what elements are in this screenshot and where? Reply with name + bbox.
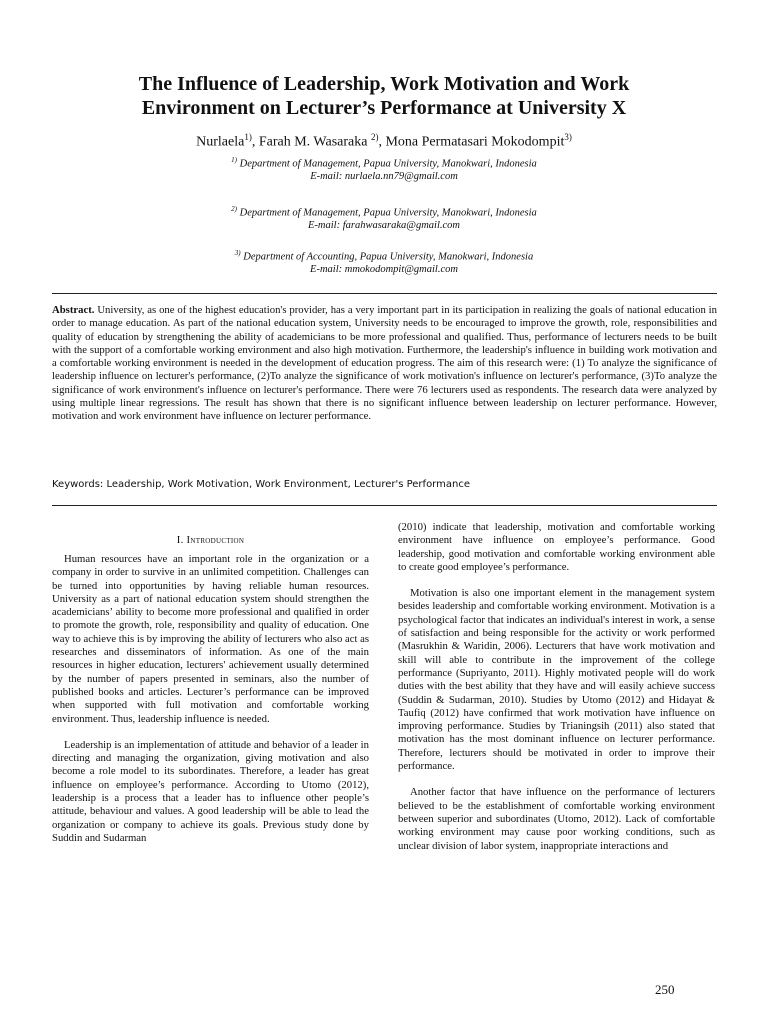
left-column bbox=[52, 534, 369, 845]
section-heading-introduction: I. Introduction bbox=[176, 534, 245, 546]
title-line-2: Environment on Lecturer’s Performance at University X bbox=[141, 97, 627, 119]
abstract-text: University, as one of the highest education's provider, has a very important part in its participation in realizing the goals of national education in order to manage education. As part of the national education system, University needs to be encouraged to improve the growth, role, responsibilities and quality of education by strengthening the ability of academicians to be more professional and qualified. Thus, performance of lecturers needs to be built with the support of a comfortable working environment and also high motivation. Furthermore, the leadership's influence in building work motivation and a comfortable working environment is needed in the development of education progress. The aim of this research were: (1) To analyze the significance of leadership influence on lecturer's performance, (2)To analyze the significance of work motivation's influence on lecturer's performance, (3)To analyze the significance of work environment's influence on lecturer's performance. There were 76 lecturers used as respondents. The research data were analyzed by using multiple linear regressions. The result has shown that there is no significant influence between leadership on lecturer performance. However, motivation and work environment have influence on lecturer performance. bbox=[52, 304, 717, 423]
affiliation-mark: 3) bbox=[234, 249, 241, 257]
body-paragraph: (2010) indicate that leadership, motivation and comfortable working environment have influence on employee’s performance. Good leadership, good motivation and comfortable working environment able to create good employee’s performance. bbox=[398, 521, 715, 573]
page-number: 250 bbox=[655, 982, 675, 997]
author-mark: 1) bbox=[244, 132, 252, 142]
author-name: Mona Permatasari Mokodompit bbox=[385, 134, 565, 150]
affiliation-2 bbox=[60, 203, 708, 232]
body-paragraph: Another factor that have influence on the performance of lecturers believed to be the establishment of comfortable working environment between superior and subordinates (Utomo, 2012). Lack of comfortable working environment may cause poor working conditions, such as unclear division of labor system, inappropriate interactions and bbox=[398, 786, 715, 852]
affiliation-mark: 2) bbox=[231, 205, 238, 213]
affiliation-dept: Department of Accounting, Papua University, Manokwari, Indonesia bbox=[243, 251, 534, 263]
right-column bbox=[398, 521, 715, 853]
keywords-label: Keywords: bbox=[52, 479, 104, 490]
author-mark: 2) bbox=[370, 132, 379, 142]
affiliation-dept: Department of Management, Papua University, Manokwari, Indonesia bbox=[239, 158, 537, 170]
body-paragraph: Human resources have an important role in the organization or a company in order to survive in an unlimited competition. Challenges can be turned into opportunities by having reliable human resources. University as a part of national education system should strengthen the academicians’ ability to become more professional and qualified in order to promote the growth, role, responsibility and quality of education. One way to achieve this is by improving the ability of lecturers who also act as researches and disseminators of information. As one of the main resources in higher education, lecturers' achievement usually determined by the number of papers presented in seminars, also the number of published books and articles. Lecturer’s performance can be improved when supported with full motivation and comfortable working environment. Thus, leadership influence is needed. bbox=[52, 553, 369, 725]
affiliation-email: E-mail: mmokodompit@gmail.com bbox=[310, 263, 458, 275]
author-list: Nurlaela$^{1)}$, Farah M. Wasaraka $^{2)}$, Mona Permatasari Mokodompit$^{3)}$ bbox=[196, 132, 572, 150]
abstract bbox=[52, 304, 717, 424]
keywords-text: Leadership, Work Motivation, Work Environment, Lecturer's Performance bbox=[103, 479, 470, 490]
title-line-1: The Influence of Leadership, Work Motivation and Work bbox=[138, 73, 630, 95]
affiliation-email: E-mail: farahwasaraka@gmail.com bbox=[308, 219, 460, 231]
body-paragraph: Motivation is also one important element in the management system besides leadership and comfortable working environment. Motivation is a psychological factor that indicates an individual's interest in work, a sense of satisfaction and being responsible for the activity or work performed (Masrukhin & Waridin, 2006). Lecturers that have work motivation and skill will able to contribute in the improvement of the college performance (Supriyanto, 2011). Highly motivated people will do work duties with the best ability that they have and will easily achieve success (Suddin & Sudarman, 2010). Studies by Utomo (2012) and Hidayat & Taufiq (2012) have confirmed that work motivation have influence on improving performance. Studies by Trianingsih (2011) also stated that motivation has the most dominant influence on lecturer performance. Therefore, lecturers should be motivated in order to improve their performance. bbox=[398, 587, 715, 773]
affiliation-email: E-mail: nurlaela.nn79@gmail.com bbox=[310, 170, 458, 182]
author-mark: 3) bbox=[564, 132, 572, 142]
author-name: Farah M. Wasaraka bbox=[258, 134, 371, 150]
affiliation-3 bbox=[60, 247, 708, 276]
affiliation-dept: Department of Management, Papua University, Manokwari, Indonesia bbox=[239, 207, 537, 219]
body-paragraph: Leadership is an implementation of attitude and behavior of a leader in directing and managing the organization, giving motivation and also become a role model to its subordinates. Therefore, a leader has great influence on employee’s performance. According to Utomo (2012), leadership is a process that a leader has to influence other people’s attitude, behaviour and values. A good leadership will be able to lead the organization or company to achieve its goals. Previous study done by Suddin and Sudarman bbox=[52, 738, 369, 844]
abstract-bottom-rule bbox=[52, 505, 717, 506]
affiliation-1 bbox=[60, 154, 708, 183]
affiliation-mark: 1) bbox=[231, 156, 238, 164]
abstract-top-rule bbox=[52, 293, 717, 294]
author-name: Nurlaela bbox=[196, 134, 245, 150]
abstract-label: Abstract. bbox=[52, 304, 95, 316]
paper-title bbox=[60, 72, 708, 120]
keywords bbox=[52, 478, 717, 491]
